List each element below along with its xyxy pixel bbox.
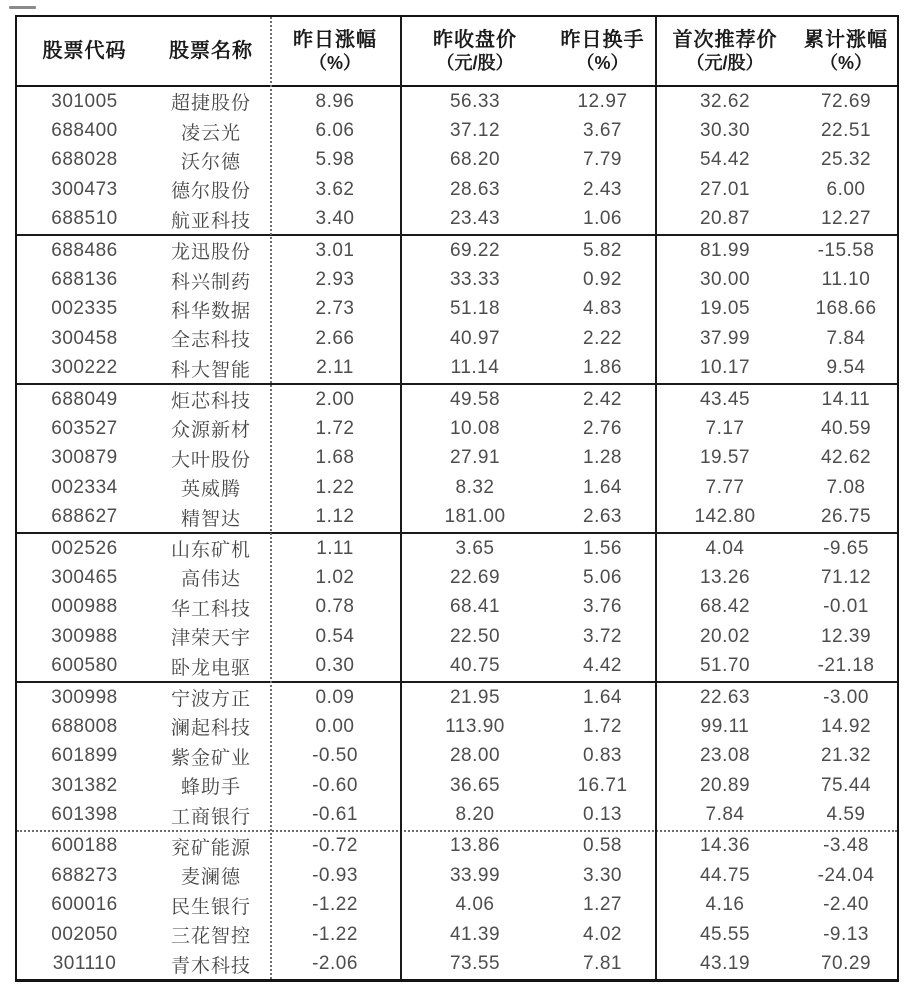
cell-stock-code: 688008 — [51, 715, 118, 737]
cell-first-recommend-price: 23.08 — [699, 745, 751, 767]
header-unit: （元/股） — [436, 53, 514, 73]
cell-yesterday-turnover: 4.83 — [583, 298, 622, 320]
cell-stock-name: 凌云光 — [180, 122, 241, 144]
header-cell-yesterday-change — [270, 17, 400, 85]
cell-yesterday-close: 73.55 — [449, 953, 501, 975]
cell-stock-name: 宁波方正 — [170, 689, 251, 710]
cell-cumulative-change: -24.04 — [817, 864, 875, 886]
cell-yesterday-close: 68.20 — [449, 149, 501, 171]
cell-first-recommend-price: 37.99 — [699, 327, 751, 349]
cell-stock-name: 津荣天宇 — [170, 628, 251, 650]
cell-yesterday-close: 13.86 — [449, 835, 501, 857]
cell-first-recommend-price: 44.75 — [699, 864, 751, 886]
cell-stock-name: 大叶股份 — [170, 449, 251, 471]
cell-yesterday-close: 8.20 — [455, 804, 495, 826]
cell-yesterday-close: 68.41 — [449, 596, 501, 618]
cell-cumulative-change: -21.18 — [817, 655, 875, 677]
cell-stock-name: 龙迅股份 — [170, 242, 251, 264]
cell-first-recommend-price: 54.42 — [699, 149, 751, 171]
cell-yesterday-turnover: 3.67 — [583, 120, 622, 142]
cell-yesterday-turnover: 4.02 — [583, 923, 622, 945]
cell-cumulative-change: 75.44 — [820, 774, 872, 796]
cell-stock-code: 601899 — [51, 745, 118, 767]
table-row — [17, 861, 897, 890]
cell-yesterday-turnover: 0.83 — [583, 745, 622, 767]
cell-stock-name: 炬芯科技 — [170, 391, 251, 413]
cell-yesterday-turnover: 1.72 — [583, 715, 622, 737]
cell-stock-name: 科兴制药 — [170, 271, 251, 293]
cell-cumulative-change: -2.40 — [823, 894, 869, 916]
cell-first-recommend-price: 43.19 — [699, 953, 751, 975]
cell-yesterday-turnover: 1.56 — [583, 537, 622, 559]
table-row — [17, 651, 897, 680]
cell-stock-code: 300988 — [51, 625, 118, 647]
cell-yesterday-change: 1.72 — [315, 417, 355, 439]
cell-yesterday-change: -2.06 — [312, 953, 358, 975]
table-row — [17, 295, 897, 324]
cell-yesterday-turnover: 0.58 — [583, 835, 622, 857]
cell-stock-code: 301382 — [51, 774, 118, 796]
cell-yesterday-close: 40.75 — [449, 655, 501, 677]
cell-cumulative-change: -15.58 — [817, 239, 875, 261]
cell-yesterday-turnover: 7.81 — [583, 953, 622, 975]
cell-yesterday-close: 33.33 — [449, 269, 501, 291]
cell-first-recommend-price: 19.05 — [699, 298, 751, 320]
cell-stock-code: 300998 — [51, 686, 118, 708]
table-row — [17, 175, 897, 204]
cell-yesterday-turnover: 7.79 — [583, 149, 622, 171]
cell-stock-code: 002335 — [51, 298, 118, 320]
cell-stock-code: 301110 — [52, 953, 117, 975]
cell-yesterday-close: 28.63 — [449, 178, 501, 200]
cell-cumulative-change: 4.59 — [826, 804, 866, 826]
cell-yesterday-close: 23.43 — [449, 208, 501, 230]
row-group — [17, 830, 897, 979]
header-label: 股票名称 — [169, 40, 253, 62]
table-row — [17, 473, 897, 502]
cell-stock-code: 601398 — [51, 804, 118, 826]
cell-cumulative-change: 70.29 — [820, 953, 872, 975]
cell-yesterday-change: 0.78 — [315, 596, 355, 618]
cell-yesterday-close: 181.00 — [444, 506, 506, 528]
cell-cumulative-change: -0.01 — [823, 596, 869, 618]
cell-first-recommend-price: 7.84 — [705, 804, 745, 826]
cell-cumulative-change: -3.00 — [823, 686, 869, 708]
cell-yesterday-close: 36.65 — [449, 774, 501, 796]
cell-yesterday-turnover: 1.28 — [583, 447, 622, 469]
stock-table — [15, 15, 899, 982]
cell-yesterday-change: -0.50 — [312, 745, 358, 767]
header-cell-stock-code — [17, 17, 152, 85]
cell-yesterday-turnover: 2.22 — [583, 327, 622, 349]
cell-yesterday-close: 28.00 — [449, 745, 501, 767]
header-label: 首次推荐价 — [672, 29, 778, 51]
table-row — [17, 444, 897, 473]
cell-yesterday-change: -0.93 — [312, 864, 358, 886]
cell-yesterday-close: 41.39 — [449, 923, 501, 945]
table-row — [17, 205, 897, 234]
cell-stock-code: 300473 — [51, 178, 118, 200]
cell-yesterday-close: 8.32 — [455, 476, 495, 498]
cell-yesterday-turnover: 5.82 — [583, 239, 622, 261]
cell-yesterday-change: 8.96 — [315, 90, 355, 112]
cell-yesterday-turnover: 1.64 — [583, 476, 622, 498]
cell-stock-name: 工商银行 — [170, 806, 251, 828]
cell-first-recommend-price: 14.36 — [699, 835, 751, 857]
cell-stock-code: 300222 — [51, 357, 118, 379]
cell-stock-code: 301005 — [51, 90, 118, 112]
cell-yesterday-close: 40.97 — [449, 327, 501, 349]
cell-stock-name: 众源新材 — [170, 420, 251, 442]
cell-cumulative-change: 7.84 — [826, 327, 866, 349]
cell-yesterday-close: 113.90 — [445, 715, 505, 737]
cell-stock-name: 青木科技 — [170, 955, 251, 977]
cell-stock-name: 沃尔德 — [180, 151, 241, 173]
cell-cumulative-change: -9.65 — [823, 537, 869, 559]
cell-first-recommend-price: 20.87 — [699, 208, 751, 230]
cell-stock-name: 三花智控 — [170, 926, 251, 948]
cell-first-recommend-price: 142.80 — [694, 506, 756, 528]
cell-yesterday-turnover: 2.43 — [583, 178, 622, 200]
header-label: 昨收盘价 — [433, 29, 517, 51]
row-group — [17, 383, 897, 532]
cell-yesterday-close: 37.12 — [449, 120, 501, 142]
table-row — [17, 593, 897, 622]
cell-yesterday-change: -0.60 — [312, 774, 358, 796]
cell-cumulative-change: 6.00 — [826, 178, 866, 200]
cell-cumulative-change: -9.13 — [823, 923, 869, 945]
header-cell-yesterday-turnover — [550, 17, 655, 85]
cell-stock-code: 600016 — [51, 894, 118, 916]
cell-yesterday-change: 1.11 — [316, 537, 354, 559]
header-unit: （%） — [576, 53, 629, 73]
cell-yesterday-close: 51.18 — [449, 298, 501, 320]
cell-yesterday-change: 3.01 — [315, 239, 355, 261]
cell-yesterday-turnover: 16.71 — [577, 774, 628, 796]
cell-yesterday-turnover: 3.76 — [583, 596, 622, 618]
cell-cumulative-change: -3.48 — [823, 835, 869, 857]
table-row — [17, 891, 897, 920]
cell-cumulative-change: 71.12 — [820, 566, 872, 588]
cell-cumulative-change: 11.10 — [821, 269, 871, 291]
cell-stock-code: 300879 — [51, 447, 118, 469]
table-row — [17, 920, 897, 949]
cell-first-recommend-price: 30.30 — [699, 120, 751, 142]
table-row — [17, 87, 897, 116]
cell-yesterday-close: 33.99 — [449, 864, 501, 886]
table-row — [17, 324, 897, 353]
cell-yesterday-turnover: 0.92 — [583, 269, 622, 291]
cell-yesterday-close: 27.91 — [449, 447, 501, 469]
cell-first-recommend-price: 20.89 — [699, 774, 751, 796]
header-row — [17, 17, 897, 85]
cell-cumulative-change: 25.32 — [820, 149, 872, 171]
cell-yesterday-close: 22.50 — [449, 625, 501, 647]
cell-yesterday-turnover: 1.86 — [583, 357, 622, 379]
cell-first-recommend-price: 32.62 — [699, 90, 751, 112]
header-label: 昨日换手 — [560, 29, 645, 51]
table-row — [17, 622, 897, 651]
cell-yesterday-close: 49.58 — [449, 388, 501, 410]
cell-cumulative-change: 12.39 — [820, 625, 872, 647]
cell-yesterday-change: 2.66 — [315, 327, 355, 349]
cell-yesterday-change: 0.54 — [315, 625, 355, 647]
table-row — [17, 502, 897, 531]
cell-yesterday-change: 2.00 — [315, 388, 355, 410]
cell-stock-code: 600580 — [51, 655, 118, 677]
column-divider-dotted — [270, 17, 272, 979]
table-header — [17, 17, 897, 87]
cell-stock-name: 英威腾 — [180, 479, 241, 501]
table-row — [17, 385, 897, 414]
cell-first-recommend-price: 81.99 — [699, 239, 751, 261]
table-row — [17, 949, 897, 978]
cell-yesterday-turnover: 2.63 — [583, 506, 622, 528]
cell-yesterday-close: 3.65 — [455, 537, 495, 559]
row-group — [17, 681, 897, 830]
cell-first-recommend-price: 19.57 — [699, 447, 751, 469]
scan-artifact — [9, 6, 36, 9]
cell-cumulative-change: 168.66 — [815, 298, 877, 320]
table-row — [17, 832, 897, 861]
cell-stock-name: 兖矿能源 — [170, 837, 251, 859]
cell-yesterday-close: 21.95 — [449, 686, 501, 708]
cell-stock-name: 华工科技 — [170, 598, 251, 620]
cell-stock-code: 002050 — [51, 923, 118, 945]
cell-yesterday-close: 56.33 — [449, 90, 501, 112]
cell-yesterday-change: 0.30 — [315, 655, 355, 677]
cell-yesterday-change: 1.22 — [315, 476, 355, 498]
cell-cumulative-change: 42.62 — [820, 447, 872, 469]
cell-stock-name: 山东矿机 — [170, 540, 251, 562]
table-row — [17, 683, 897, 712]
cell-stock-code: 002334 — [51, 476, 118, 498]
cell-cumulative-change: 72.69 — [820, 90, 872, 112]
column-divider-solid-2 — [655, 17, 657, 979]
cell-yesterday-close: 22.69 — [449, 566, 501, 588]
cell-yesterday-turnover: 2.42 — [583, 388, 622, 410]
cell-yesterday-turnover: 3.72 — [583, 625, 622, 647]
cell-cumulative-change: 12.27 — [820, 208, 872, 230]
cell-stock-name: 高伟达 — [180, 569, 241, 591]
cell-yesterday-change: -1.22 — [312, 894, 358, 916]
table-row — [17, 534, 897, 563]
row-group — [17, 532, 897, 681]
table-row — [17, 414, 897, 443]
cell-stock-name: 麦澜德 — [180, 867, 241, 889]
cell-yesterday-change: -1.22 — [312, 923, 358, 945]
cell-stock-code: 688400 — [51, 120, 118, 142]
cell-first-recommend-price: 7.77 — [705, 476, 745, 498]
cell-cumulative-change: 26.75 — [820, 506, 872, 528]
table-row — [17, 563, 897, 592]
cell-stock-code: 688510 — [51, 208, 118, 230]
cell-yesterday-change: 0.09 — [315, 686, 355, 708]
cell-stock-name: 德尔股份 — [170, 181, 251, 203]
cell-yesterday-close: 10.08 — [449, 417, 501, 439]
cell-first-recommend-price: 99.11 — [700, 715, 750, 737]
table-row — [17, 265, 897, 294]
cell-cumulative-change: 14.92 — [820, 715, 872, 737]
cell-first-recommend-price: 27.01 — [699, 178, 751, 200]
cell-cumulative-change: 40.59 — [820, 417, 872, 439]
header-cell-cumulative-change — [795, 17, 897, 85]
cell-stock-name: 澜起科技 — [170, 718, 251, 740]
cell-yesterday-change: 6.06 — [315, 120, 355, 142]
cell-yesterday-turnover: 1.27 — [583, 894, 622, 916]
cell-stock-name: 民生银行 — [170, 896, 251, 918]
cell-yesterday-turnover: 4.42 — [583, 655, 622, 677]
cell-yesterday-change: 3.62 — [315, 178, 355, 200]
cell-first-recommend-price: 7.17 — [705, 417, 745, 439]
header-unit: （%） — [819, 53, 872, 73]
cell-first-recommend-price: 51.70 — [699, 655, 751, 677]
cell-stock-code: 603527 — [51, 417, 118, 439]
cell-stock-name: 全志科技 — [170, 330, 251, 352]
cell-first-recommend-price: 20.02 — [699, 625, 751, 647]
header-label: 累计涨幅 — [804, 29, 888, 51]
cell-stock-name: 科大智能 — [170, 359, 251, 381]
header-cell-stock-name — [152, 17, 270, 85]
cell-stock-code: 688049 — [51, 388, 118, 410]
cell-first-recommend-price: 30.00 — [699, 269, 751, 291]
header-unit: （%） — [308, 53, 361, 73]
cell-first-recommend-price: 22.63 — [699, 686, 751, 708]
cell-yesterday-close: 69.22 — [449, 239, 501, 261]
cell-yesterday-turnover: 0.13 — [583, 804, 622, 826]
cell-yesterday-change: 2.93 — [315, 269, 355, 291]
header-unit: （元/股） — [686, 53, 764, 73]
table-row — [17, 236, 897, 265]
cell-stock-code: 688136 — [51, 269, 118, 291]
cell-stock-code: 688028 — [51, 149, 118, 171]
header-label: 股票代码 — [42, 40, 127, 62]
cell-yesterday-change: 2.11 — [316, 357, 354, 379]
cell-cumulative-change: 9.54 — [826, 357, 866, 379]
cell-yesterday-change: 1.12 — [315, 506, 355, 528]
cell-cumulative-change: 22.51 — [820, 120, 872, 142]
header-cell-yesterday-close — [400, 17, 550, 85]
cell-stock-code: 300458 — [51, 327, 118, 349]
cell-yesterday-turnover: 12.97 — [577, 90, 628, 112]
cell-stock-code: 000988 — [51, 596, 118, 618]
cell-first-recommend-price: 43.45 — [699, 388, 751, 410]
cell-cumulative-change: 21.32 — [820, 745, 872, 767]
cell-yesterday-change: 3.40 — [315, 208, 355, 230]
header-label: 昨日涨幅 — [293, 29, 377, 51]
table-row — [17, 742, 897, 771]
cell-yesterday-turnover: 5.06 — [583, 566, 622, 588]
table-body — [17, 87, 897, 979]
cell-yesterday-turnover: 1.06 — [583, 208, 622, 230]
cell-stock-name: 航亚科技 — [170, 210, 251, 232]
cell-first-recommend-price: 10.17 — [699, 357, 751, 379]
cell-stock-code: 002526 — [51, 537, 118, 559]
cell-yesterday-change: 2.73 — [315, 298, 355, 320]
cell-stock-name: 超捷股份 — [170, 93, 251, 115]
cell-first-recommend-price: 68.42 — [699, 596, 751, 618]
cell-first-recommend-price: 4.16 — [705, 894, 745, 916]
cell-stock-code: 300465 — [51, 566, 118, 588]
table-row — [17, 800, 897, 829]
cell-stock-code: 688627 — [51, 506, 118, 528]
cell-stock-code: 600188 — [51, 835, 118, 857]
cell-first-recommend-price: 13.26 — [699, 566, 751, 588]
cell-yesterday-change: 1.68 — [315, 447, 355, 469]
cell-yesterday-close: 11.14 — [450, 357, 500, 379]
cell-stock-code: 688273 — [51, 864, 118, 886]
cell-cumulative-change: 7.08 — [826, 476, 866, 498]
row-group — [17, 234, 897, 383]
cell-yesterday-change: 5.98 — [315, 149, 355, 171]
table-row — [17, 771, 897, 800]
cell-stock-name: 卧龙电驱 — [170, 657, 251, 679]
cell-yesterday-change: 0.00 — [315, 715, 355, 737]
cell-stock-name: 科华数据 — [170, 300, 251, 322]
cell-yesterday-change: -0.72 — [312, 835, 358, 857]
header-cell-first-recommend-price — [655, 17, 795, 85]
cell-cumulative-change: 14.11 — [821, 388, 871, 410]
row-group — [17, 87, 897, 234]
cell-stock-code: 688486 — [51, 239, 118, 261]
cell-yesterday-turnover: 3.30 — [583, 864, 622, 886]
column-divider-solid-1 — [400, 17, 402, 979]
cell-first-recommend-price: 45.55 — [699, 923, 751, 945]
cell-yesterday-close: 4.06 — [455, 894, 495, 916]
cell-yesterday-turnover: 1.64 — [583, 686, 622, 708]
table-row — [17, 116, 897, 145]
table-row — [17, 354, 897, 383]
table-row — [17, 712, 897, 741]
cell-yesterday-change: -0.61 — [312, 804, 358, 826]
table-row — [17, 146, 897, 175]
cell-yesterday-change: 1.02 — [315, 566, 355, 588]
cell-yesterday-turnover: 2.76 — [583, 417, 622, 439]
cell-first-recommend-price: 4.04 — [705, 537, 745, 559]
cell-stock-name: 蜂助手 — [180, 777, 241, 799]
cell-stock-name: 紫金矿业 — [170, 747, 251, 769]
cell-stock-name: 精智达 — [180, 508, 241, 530]
